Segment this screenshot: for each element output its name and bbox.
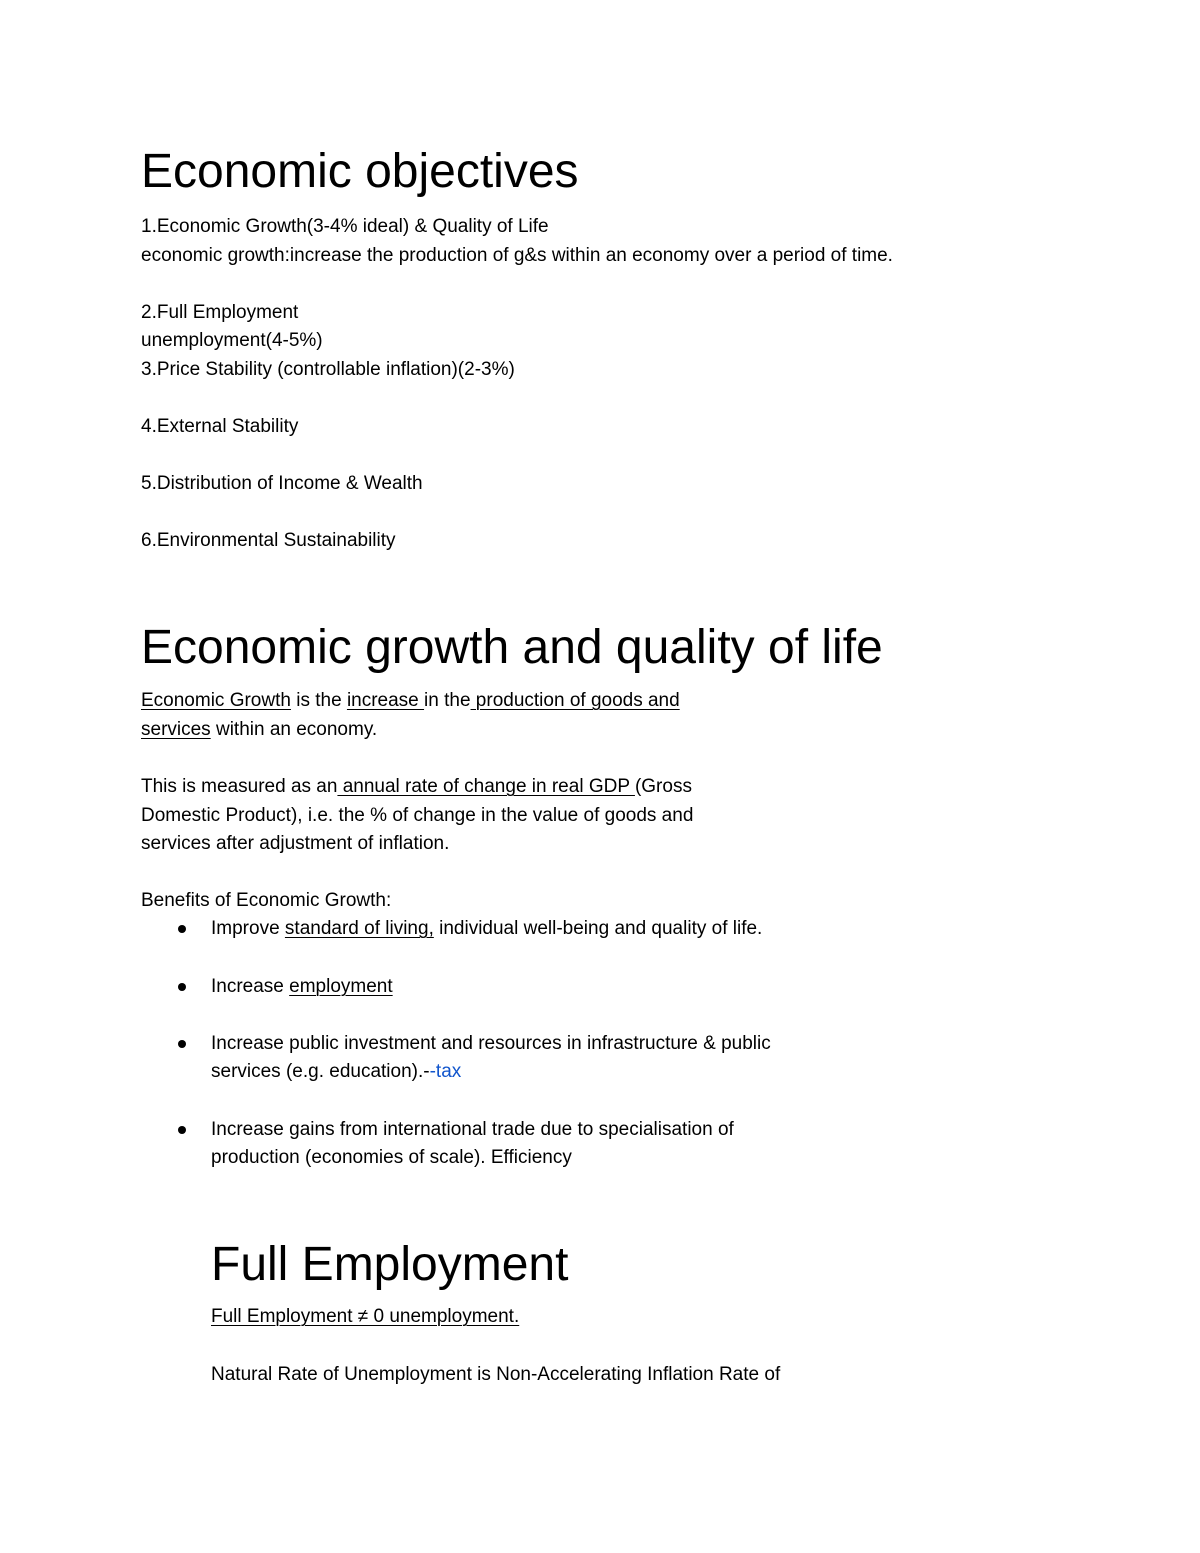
benefit-item-1 bbox=[211, 915, 762, 943]
benefits-heading: Benefits of Economic Growth: bbox=[141, 890, 392, 911]
heading-economic-growth-quality-of-life: Economic growth and quality of life bbox=[141, 621, 883, 674]
definition-text: in the bbox=[424, 690, 471, 711]
unemployment-line: unemployment(4-5%) bbox=[141, 330, 323, 351]
benefit-item-3-line-1: Increase public investment and resources in infrastructure & public bbox=[211, 1033, 771, 1054]
benefit-item-2 bbox=[211, 973, 393, 1001]
definition-text: within an economy. bbox=[210, 719, 378, 740]
measure-text: This is measured as an bbox=[141, 776, 338, 797]
bullet-icon bbox=[178, 925, 186, 933]
benefit-item-4-line-1: Increase gains from international trade due to specialisation of bbox=[211, 1119, 734, 1140]
bullet-icon bbox=[178, 983, 186, 991]
full-employment-subtitle: Full Employment ≠ 0 unemployment. bbox=[211, 1306, 520, 1327]
objective-line-2: 2.Full Employment bbox=[141, 302, 299, 323]
term-services: services bbox=[141, 719, 211, 740]
objective-line-1: 1.Economic Growth(3-4% ideal) & Quality of Life bbox=[141, 216, 549, 237]
term-standard-of-living: standard of living, bbox=[284, 918, 434, 939]
bullet-icon bbox=[178, 1126, 186, 1134]
objective-line-4: 4.External Stability bbox=[141, 416, 299, 437]
definition-line-2 bbox=[141, 716, 377, 744]
definition-text: is the bbox=[290, 690, 347, 711]
definition-line-1 bbox=[141, 687, 680, 715]
tax-annotation: -tax bbox=[429, 1061, 462, 1082]
term-economic-growth: Economic Growth bbox=[141, 690, 291, 711]
bullet-icon bbox=[178, 1040, 186, 1048]
measure-line-2: Domestic Product), i.e. the % of change in the value of goods and bbox=[141, 805, 694, 826]
measure-line-3: services after adjustment of inflation. bbox=[141, 833, 450, 854]
nairu-line: Natural Rate of Unemployment is Non-Accelerating Inflation Rate of bbox=[211, 1364, 781, 1385]
term-annual-rate-gdp: annual rate of change in real GDP bbox=[337, 776, 635, 797]
benefit-item-4-line-2: production (economies of scale). Efficiency bbox=[211, 1147, 572, 1168]
measure-line-1 bbox=[141, 773, 692, 801]
term-employment: employment bbox=[289, 976, 393, 997]
objective-line-5: 5.Distribution of Income & Wealth bbox=[141, 473, 423, 494]
benefit-text: Increase bbox=[211, 976, 290, 997]
measure-text: (Gross bbox=[634, 776, 692, 797]
term-production: production of goods and bbox=[470, 690, 680, 711]
benefit-text: services (e.g. education).- bbox=[211, 1061, 430, 1082]
term-increase: increase bbox=[346, 690, 425, 711]
heading-full-employment: Full Employment bbox=[211, 1238, 569, 1291]
benefit-text: Improve bbox=[211, 918, 285, 939]
economic-growth-definition-line: economic growth:increase the production of g&s within an economy over a period of time. bbox=[141, 245, 893, 266]
objective-line-3: 3.Price Stability (controllable inflation)(2-3%) bbox=[141, 359, 515, 380]
objective-line-6: 6.Environmental Sustainability bbox=[141, 530, 396, 551]
benefit-item-3-line-2 bbox=[211, 1058, 461, 1086]
benefit-text: individual well-being and quality of life. bbox=[433, 918, 763, 939]
heading-economic-objectives: Economic objectives bbox=[141, 145, 579, 198]
